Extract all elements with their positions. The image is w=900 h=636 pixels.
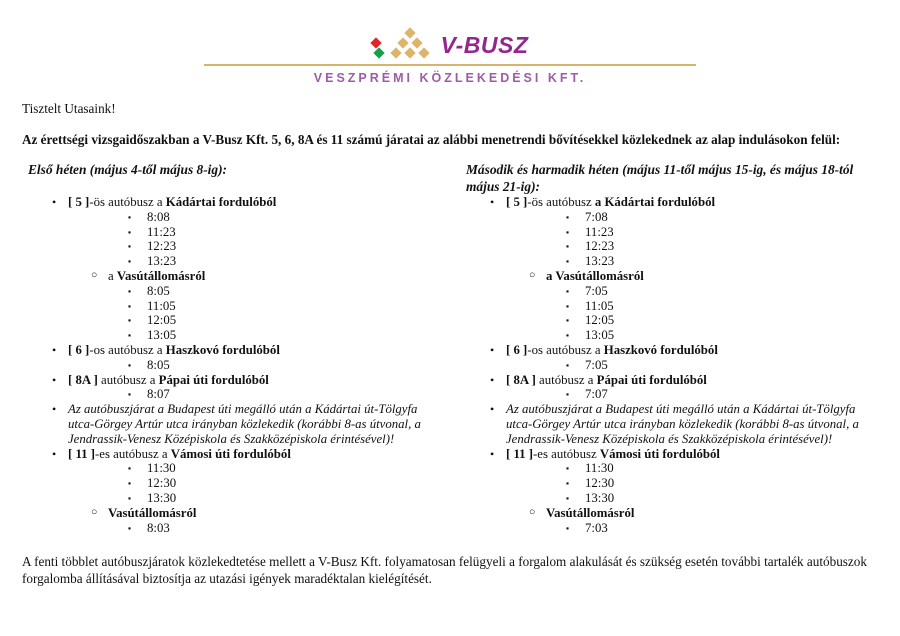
substop-item bbox=[28, 269, 462, 284]
bullet-disc-icon: • bbox=[490, 195, 495, 209]
time-item bbox=[466, 284, 878, 299]
bullet-square-icon: ▪ bbox=[566, 463, 570, 474]
route-item bbox=[466, 373, 878, 388]
item-text: Vasútállomásról bbox=[546, 505, 635, 520]
item-text: 13:05 bbox=[147, 328, 177, 343]
route-item bbox=[28, 343, 462, 358]
item-text: 7:08 bbox=[585, 209, 608, 224]
week2-column bbox=[466, 162, 878, 535]
item-text: 11:05 bbox=[585, 298, 614, 313]
item-text: [ 5 ]-ös autóbusz a Kádártai fordulóból bbox=[506, 195, 716, 209]
bullet-disc-icon: • bbox=[52, 446, 57, 461]
bullet-square-icon: ▪ bbox=[566, 315, 570, 326]
item-text: 7:05 bbox=[585, 283, 608, 298]
diamond-green-icon bbox=[373, 47, 384, 58]
bullet-circle-icon: ○ bbox=[529, 506, 536, 518]
item-text: 7:05 bbox=[585, 357, 608, 372]
bullet-square-icon: ▪ bbox=[128, 315, 132, 326]
substop-item bbox=[28, 506, 462, 521]
time-item bbox=[28, 461, 462, 476]
item-text: [ 8A ] autóbusz a Pápai úti fordulóból bbox=[68, 372, 269, 387]
item-text: 11:23 bbox=[585, 224, 614, 239]
item-text: 8:05 bbox=[147, 357, 170, 372]
time-item bbox=[466, 210, 878, 225]
item-text: a Vasútállomásról bbox=[108, 268, 206, 283]
item-text: 11:23 bbox=[147, 224, 176, 239]
time-item bbox=[28, 491, 462, 506]
item-text: Az autóbuszjárat a Budapest úti megálló után a Kádártai út-Tölgyfa utca-Görgey Artúr utca irányban közlekedik (korábbi 8-as útvonal, a Jendrassik-Venesz Középiskola és Szakközépiskola érintésével)! bbox=[68, 402, 421, 446]
bullet-square-icon: ▪ bbox=[566, 478, 570, 489]
bullet-disc-icon: • bbox=[52, 195, 57, 209]
diamond-tan-icon bbox=[404, 47, 415, 58]
item-text: [ 6 ]-os autóbusz a Haszkovó fordulóból bbox=[506, 342, 718, 357]
substop-item bbox=[466, 506, 878, 521]
item-text: [ 5 ]-ös autóbusz a Kádártai fordulóból bbox=[68, 195, 277, 209]
time-item bbox=[466, 254, 878, 269]
note-item bbox=[466, 402, 878, 446]
item-text: 8:08 bbox=[147, 209, 170, 224]
bullet-square-icon: ▪ bbox=[128, 285, 132, 296]
time-item bbox=[28, 210, 462, 225]
greeting-text: Tisztelt Utasaink! bbox=[22, 101, 116, 116]
time-item bbox=[28, 328, 462, 343]
bullet-square-icon: ▪ bbox=[566, 492, 570, 503]
bullet-square-icon: ▪ bbox=[566, 359, 570, 370]
bullet-square-icon: ▪ bbox=[566, 241, 570, 252]
bullet-disc-icon: • bbox=[490, 372, 495, 387]
item-text: 11:30 bbox=[585, 461, 614, 476]
item-text: 13:30 bbox=[585, 490, 615, 505]
item-text: 11:30 bbox=[147, 461, 176, 476]
bullet-square-icon: ▪ bbox=[566, 256, 570, 267]
bullet-square-icon: ▪ bbox=[566, 285, 570, 296]
bullet-square-icon: ▪ bbox=[128, 389, 132, 400]
item-text: 12:30 bbox=[147, 476, 177, 491]
route-item bbox=[466, 447, 878, 462]
diamond-tan-icon bbox=[411, 37, 422, 48]
bullet-square-icon: ▪ bbox=[128, 359, 132, 370]
time-item bbox=[466, 239, 878, 254]
bullet-square-icon: ▪ bbox=[128, 478, 132, 489]
week1-header: Első héten (május 4-től május 8-ig): bbox=[28, 162, 228, 177]
time-item bbox=[28, 387, 462, 402]
bullet-disc-icon: • bbox=[52, 342, 57, 357]
time-item bbox=[466, 299, 878, 314]
time-item bbox=[466, 225, 878, 240]
item-text: 13:23 bbox=[585, 254, 615, 269]
item-text: 8:03 bbox=[147, 520, 170, 535]
bullet-square-icon: ▪ bbox=[128, 241, 132, 252]
bullet-disc-icon: • bbox=[490, 446, 495, 461]
time-item bbox=[28, 284, 462, 299]
item-text: 13:30 bbox=[147, 490, 177, 505]
bullet-circle-icon: ○ bbox=[529, 269, 536, 281]
intro-paragraph: Az érettségi vizsgaidőszakban a V-Busz Kft. 5, 6, 8A és 11 számú járatai az alábbi menetrendi bővítésekkel közlekednek az alap indulásokon felül: bbox=[22, 132, 841, 147]
bullet-square-icon: ▪ bbox=[566, 522, 570, 533]
bullet-square-icon: ▪ bbox=[128, 226, 132, 237]
item-text: [ 11 ]-es autóbusz Vámosi úti fordulóból bbox=[506, 446, 720, 461]
item-text: 13:05 bbox=[585, 328, 615, 343]
time-item bbox=[28, 299, 462, 314]
bullet-square-icon: ▪ bbox=[566, 389, 570, 400]
route-item bbox=[466, 343, 878, 358]
item-text: [ 6 ]-os autóbusz a Haszkovó fordulóból bbox=[68, 342, 280, 357]
item-text: 12:30 bbox=[585, 476, 615, 491]
item-text: 7:03 bbox=[585, 520, 608, 535]
logo bbox=[22, 28, 878, 85]
footer-paragraph: A fenti többlet autóbuszjáratok közlekedtetése mellett a V-Busz Kft. folyamatosan felügyeli a forgalom alakulását és szükség esetén további tartalék autóbuszok forgalomba állításával biztosítja az utazási igények maradéktalan kielégítését. bbox=[22, 554, 867, 587]
schedule-columns bbox=[22, 162, 878, 535]
bullet-square-icon: ▪ bbox=[566, 226, 570, 237]
bullet-disc-icon: • bbox=[52, 402, 57, 417]
time-item bbox=[466, 387, 878, 402]
bullet-square-icon: ▪ bbox=[128, 256, 132, 267]
item-text: 13:23 bbox=[147, 254, 177, 269]
time-item bbox=[28, 225, 462, 240]
bullet-disc-icon: • bbox=[52, 372, 57, 387]
route-item bbox=[28, 447, 462, 462]
route-item bbox=[28, 195, 462, 210]
item-text: 8:07 bbox=[147, 387, 170, 402]
logo-diamonds bbox=[372, 29, 432, 61]
route-item bbox=[28, 373, 462, 388]
company-subtitle: VESZPRÉMI KÖZLEKEDÉSI KFT. bbox=[313, 71, 587, 85]
bullet-square-icon: ▪ bbox=[128, 492, 132, 503]
route-item bbox=[466, 195, 878, 210]
week2-header: Második és harmadik héten (május 11-től május 15-ig, és május 18-tól május 21-ig): bbox=[466, 162, 854, 194]
bullet-circle-icon: ○ bbox=[91, 506, 98, 518]
bullet-circle-icon: ○ bbox=[91, 269, 98, 281]
item-text: Az autóbuszjárat a Budapest úti megálló után a Kádártai út-Tölgyfa utca-Görgey Artúr utca irányban közlekedik (korábbi 8-as útvonal, a Jendrassik-Venesz Középiskola és Szakközépiskola érintésével)! bbox=[506, 402, 859, 446]
bullet-square-icon: ▪ bbox=[128, 522, 132, 533]
item-text: [ 11 ]-es autóbusz a Vámosi úti fordulóból bbox=[68, 446, 291, 461]
time-item bbox=[28, 476, 462, 491]
substop-item bbox=[466, 269, 878, 284]
logo-row bbox=[22, 28, 878, 62]
item-text: [ 8A ] autóbusz a Pápai úti fordulóból bbox=[506, 372, 707, 387]
brand-wordmark: V-BUSZ bbox=[440, 31, 529, 58]
bullet-square-icon: ▪ bbox=[566, 330, 570, 341]
item-text: 12:05 bbox=[147, 313, 177, 328]
header-rule bbox=[204, 64, 696, 66]
time-item bbox=[466, 358, 878, 373]
item-text: Vasútállomásról bbox=[108, 505, 197, 520]
bullet-square-icon: ▪ bbox=[128, 330, 132, 341]
time-item bbox=[466, 491, 878, 506]
time-item bbox=[28, 239, 462, 254]
time-item bbox=[466, 313, 878, 328]
diamond-tan-icon bbox=[390, 47, 401, 58]
time-item bbox=[466, 476, 878, 491]
item-text: 7:07 bbox=[585, 387, 608, 402]
week2-list bbox=[466, 195, 878, 535]
time-item bbox=[466, 328, 878, 343]
bullet-disc-icon: • bbox=[490, 402, 495, 417]
week1-column bbox=[22, 162, 462, 535]
diamond-tan-icon bbox=[397, 37, 408, 48]
diamond-tan-icon bbox=[404, 27, 415, 38]
item-text: a Vasútállomásról bbox=[546, 268, 644, 283]
time-item bbox=[466, 461, 878, 476]
item-text: 12:23 bbox=[147, 239, 177, 254]
bullet-square-icon: ▪ bbox=[566, 211, 570, 222]
item-text: 11:05 bbox=[147, 298, 176, 313]
bullet-disc-icon: • bbox=[490, 342, 495, 357]
item-text: 12:23 bbox=[585, 239, 615, 254]
time-item bbox=[28, 521, 462, 536]
time-item bbox=[466, 521, 878, 536]
time-item bbox=[28, 358, 462, 373]
bullet-square-icon: ▪ bbox=[128, 211, 132, 222]
item-text: 8:05 bbox=[147, 283, 170, 298]
bullet-square-icon: ▪ bbox=[128, 300, 132, 311]
week1-list bbox=[28, 195, 462, 535]
item-text: 12:05 bbox=[585, 313, 615, 328]
bullet-square-icon: ▪ bbox=[566, 300, 570, 311]
bullet-square-icon: ▪ bbox=[128, 463, 132, 474]
time-item bbox=[28, 313, 462, 328]
note-item bbox=[28, 402, 462, 446]
diamond-tan-icon bbox=[418, 47, 429, 58]
time-item bbox=[28, 254, 462, 269]
